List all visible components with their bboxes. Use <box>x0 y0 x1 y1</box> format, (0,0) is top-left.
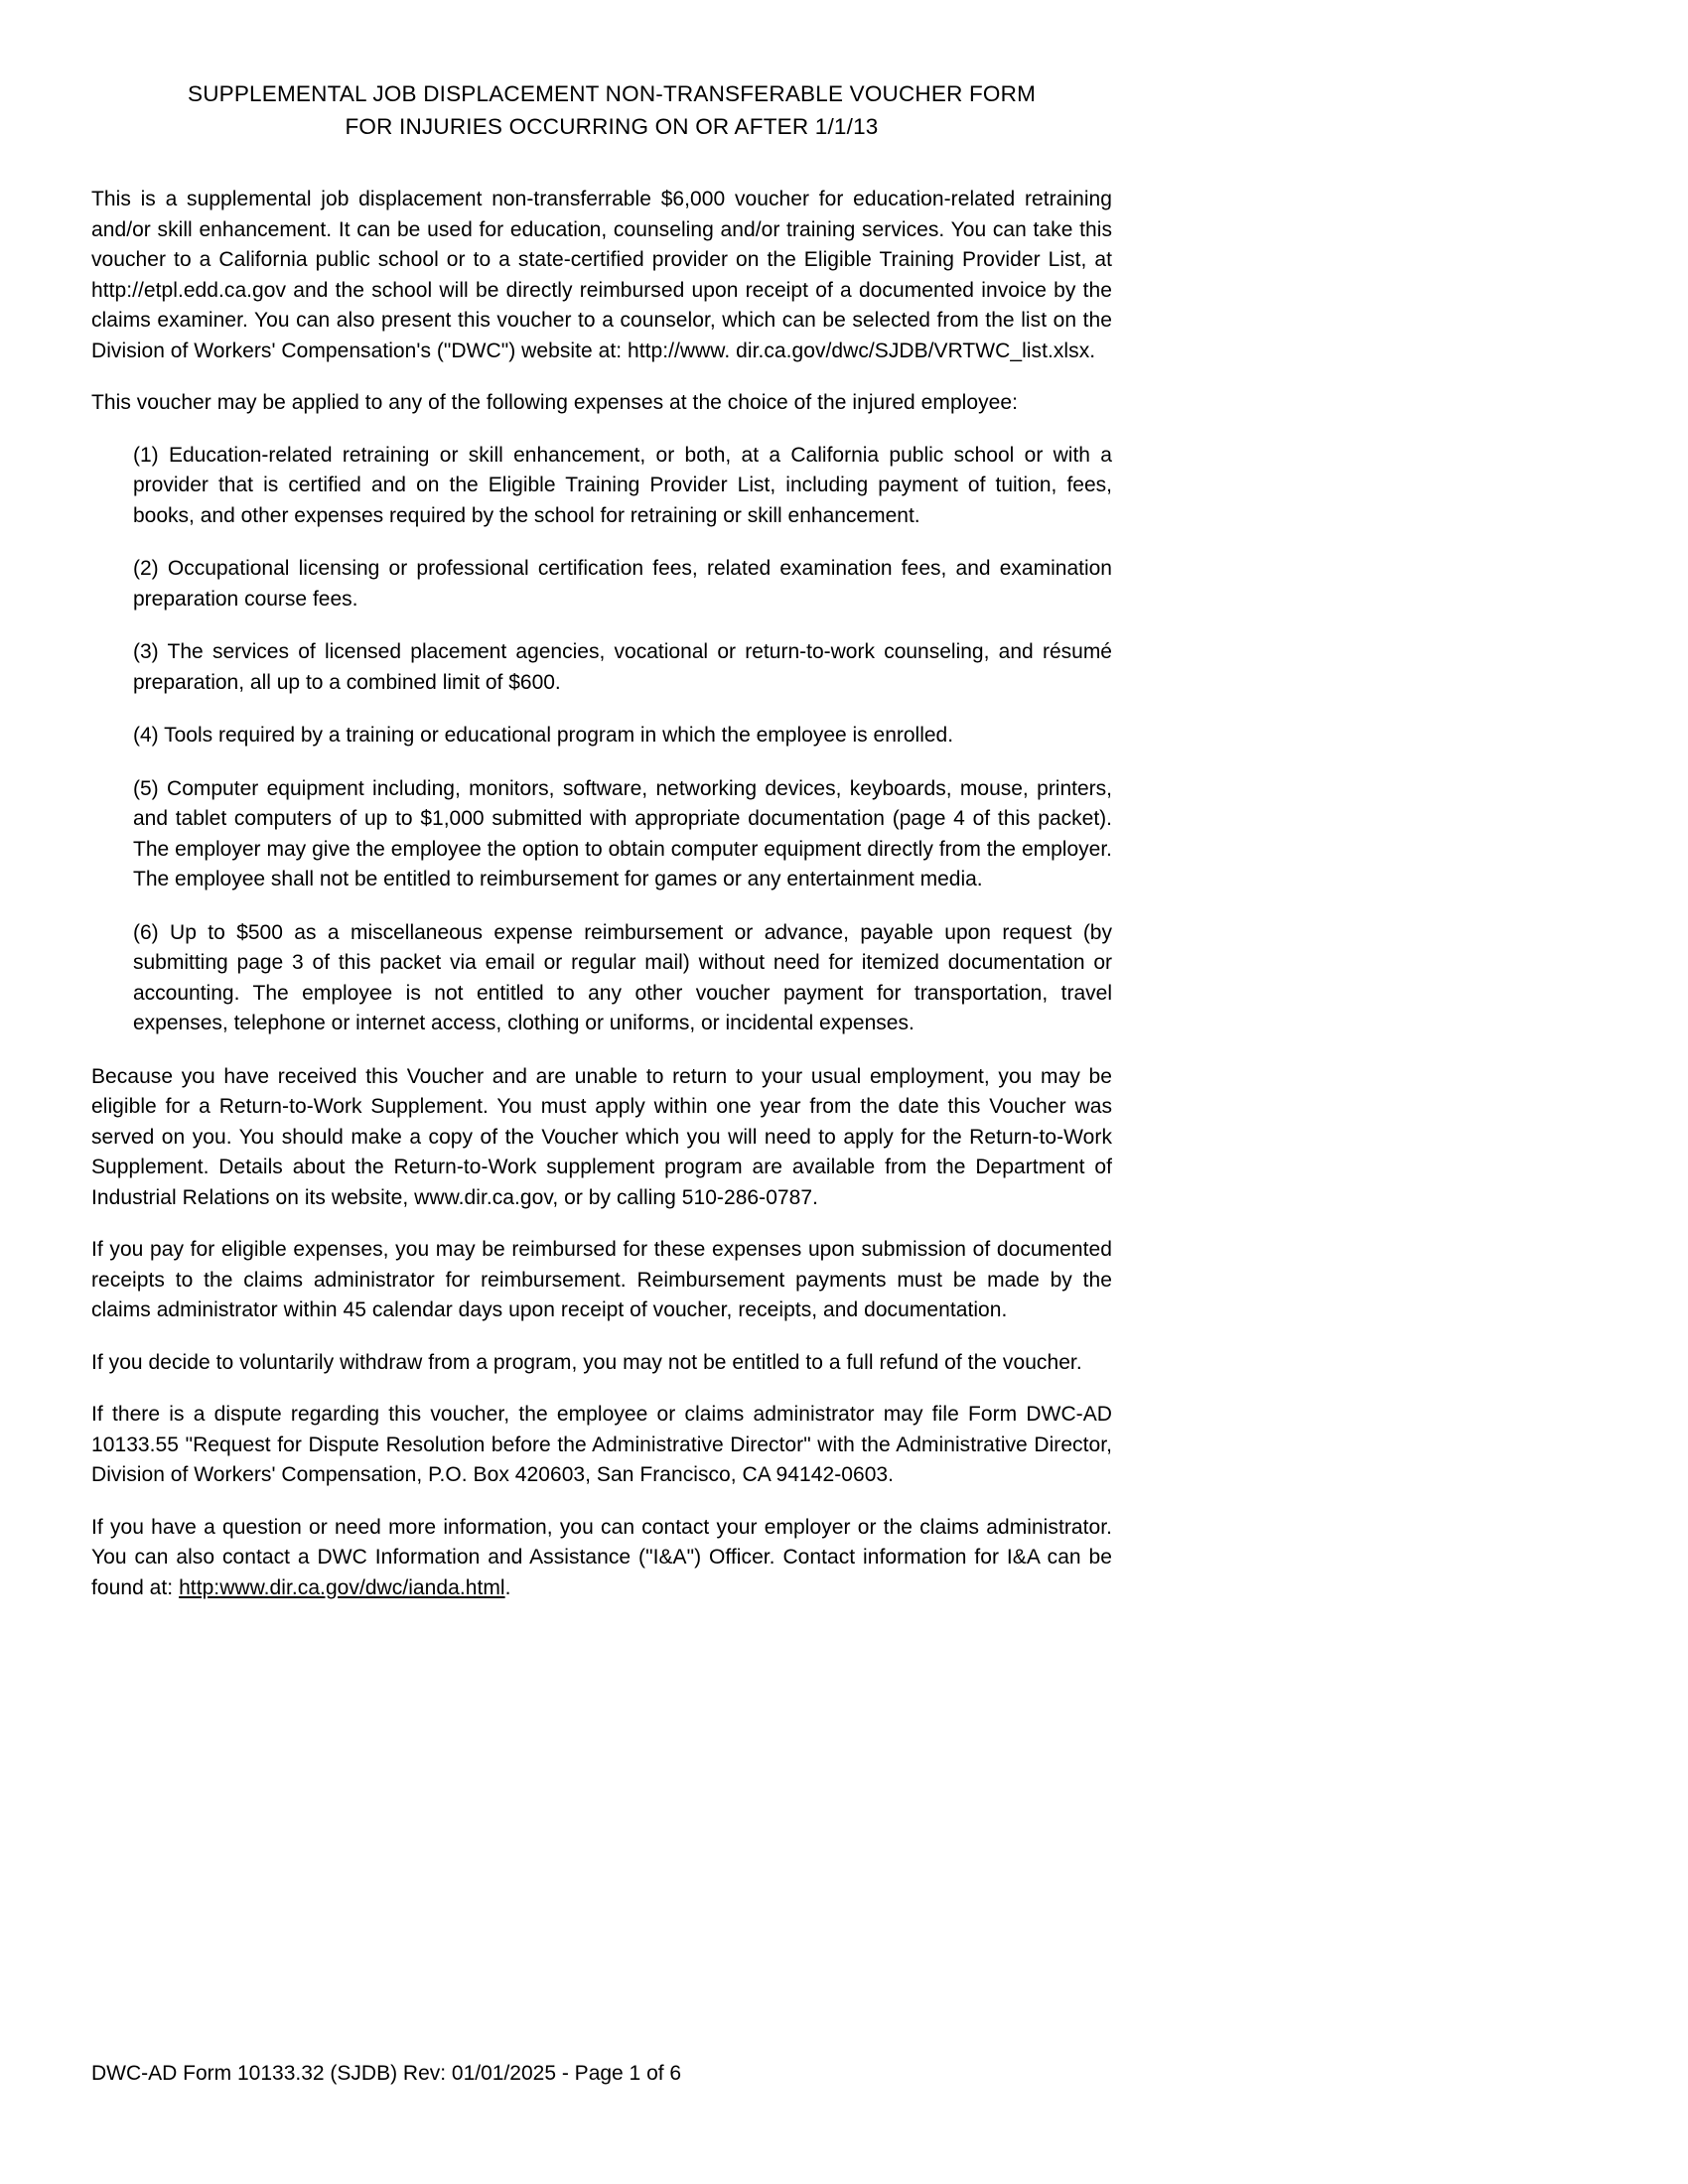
intro-paragraph: This is a supplemental job displacement non-transferrable $6,000 voucher for education-related retraining and/or skill enhancement. It can be used for education, counseling and/or training services. You can take this voucher to a California public school or to a state-certified provider on the Eligible Training Provider List, at http://etpl.edd.ca.gov and the school will be directly reimbursed upon receipt of a documented invoice by the claims examiner. You can also present this voucher to a counselor, which can be selected from the list on the Division of Workers' Compensation's ("DWC") website at: http://www. dir.ca.gov/dwc/SJDB/VRTWC_list.xlsx. <box>91 188 1112 362</box>
contact-paragraph-period: . <box>504 1575 511 1599</box>
title-line-2: FOR INJURIES OCCURRING ON OR AFTER 1/1/13 <box>345 114 879 139</box>
withdraw-paragraph: If you decide to voluntarily withdraw from a program, you may not be entitled to a full refund of the voucher. <box>91 1350 1082 1374</box>
title-line-1: SUPPLEMENTAL JOB DISPLACEMENT NON-TRANSFERABLE VOUCHER FORM <box>187 81 1037 106</box>
return-to-work-paragraph: Because you have received this Voucher and are unable to return to your usual employment, you may be eligible for a Return-to-Work Supplement. You must apply within one year from the date this Voucher was served on you. You should make a copy of the Voucher which you will need to apply for the Return-to-Work Supplement. Details about the Return-to-Work supplement program are available from the Department of Industrial Relations on its website, www.dir.ca.gov, or by calling 510-286-0787. <box>91 1064 1112 1209</box>
expense-item: (1) Education-related retraining or skill enhancement, or both, at a California public school or with a provider that is certified and on the Eligible Training Provider List, including payment of tuition, fees, books, and other expenses required by the school for retraining or skill enhancement. <box>133 443 1112 527</box>
expense-item: (5) Computer equipment including, monitors, software, networking devices, keyboards, mouse, printers, and tablet computers of up to $1,000 submitted with appropriate documentation (page 4 of this packet). The employer may give the employee the option to obtain computer equipment directly from the employer. The employee shall not be entitled to reimbursement for games or any entertainment media. <box>133 776 1112 890</box>
document-title <box>0 0 1223 143</box>
form-footer: DWC-AD Form 10133.32 (SJDB) Rev: 01/01/2025 - Page 1 of 6 <box>91 2062 682 2085</box>
contact-paragraph-text: If you have a question or need more information, you can contact your employer or the claims administrator. You can also contact a DWC Information and Assistance ("I&A") Officer. Contact information for I&A can be found at: <box>91 1515 1112 1599</box>
list-lead-in: This voucher may be applied to any of the following expenses at the choice of the injured employee: <box>91 391 1019 414</box>
contact-paragraph <box>91 1513 1112 1604</box>
reimbursement-paragraph: If you pay for eligible expenses, you may be reimbursed for these expenses upon submission of documented receipts to the claims administrator for reimbursement. Reimbursement payments must be made by the claims administrator within 45 calendar days upon receipt of voucher, receipts, and documentation. <box>91 1238 1112 1321</box>
expense-item: (6) Up to $500 as a miscellaneous expense reimbursement or advance, payable upon request (by submitting page 3 of this packet via email or regular mail) without need for itemized documentation or accounting. The employee is not entitled to any other voucher payment for transportation, travel expenses, telephone or internet access, clothing or uniforms, or incidental expenses. <box>133 920 1112 1034</box>
closing-paragraphs <box>91 1062 1112 1604</box>
dispute-paragraph: If there is a dispute regarding this voucher, the employee or claims administrator may file Form DWC-AD 10133.55 "Request for Dispute Resolution before the Administrative Director" with the Administrative Director, Division of Workers' Compensation, P.O. Box 420603, San Francisco, CA 94142-0603. <box>91 1403 1112 1486</box>
expense-item: (2) Occupational licensing or professional certification fees, related examination fees, and examination preparation course fees. <box>133 557 1112 611</box>
expense-list <box>91 441 1112 1039</box>
ianda-link[interactable]: http:www.dir.ca.gov/dwc/ianda.html <box>179 1575 505 1599</box>
expense-item: (3) The services of licensed placement agencies, vocational or return-to-work counseling, and résumé preparation, all up to a combined limit of $600. <box>133 640 1112 694</box>
document-body <box>0 185 1223 1603</box>
expense-item: (4) Tools required by a training or educational program in which the employee is enrolled. <box>133 724 954 747</box>
